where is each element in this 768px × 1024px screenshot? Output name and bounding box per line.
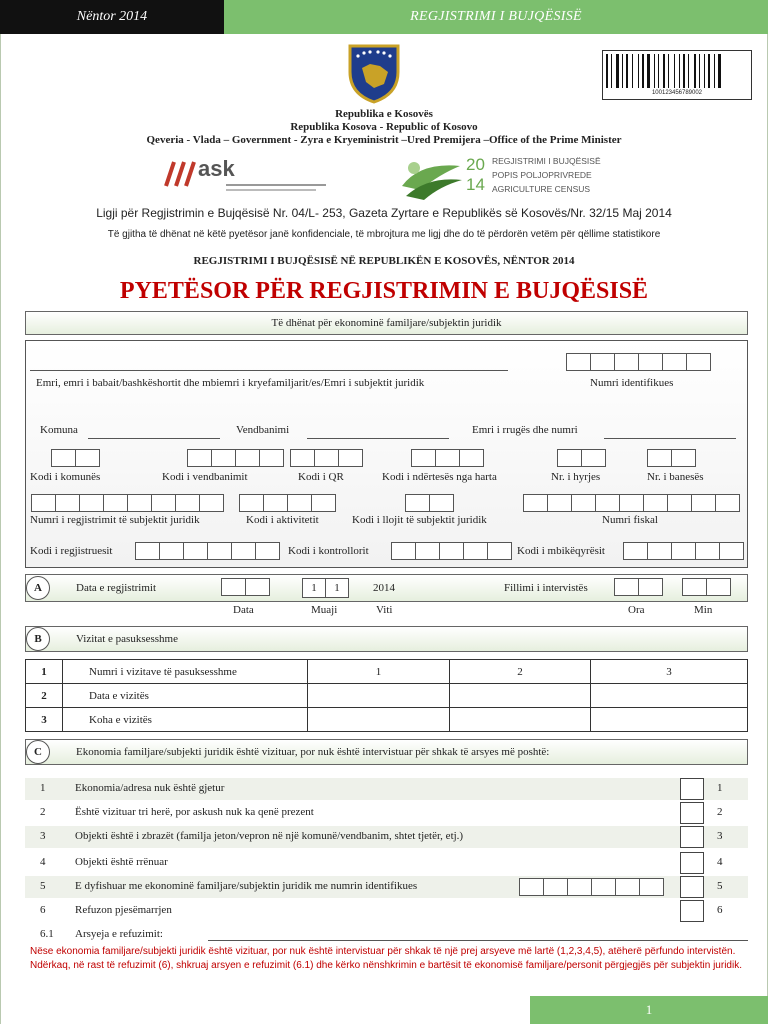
reason-checkbox[interactable]	[680, 900, 704, 922]
reason-code: 4	[717, 856, 723, 868]
date-day-field[interactable]	[222, 578, 270, 596]
reason-code: 5	[717, 880, 723, 892]
header-date: Nëntor 2014	[0, 0, 224, 34]
barcode-bar	[704, 54, 705, 88]
barcode-bar	[718, 54, 721, 88]
kodi-regjistruesit-label: Kodi i regjistruesit	[30, 545, 113, 557]
vendbanimi-label: Vendbanimi	[236, 424, 290, 436]
col-header-3: 3	[591, 660, 748, 684]
min-caption: Min	[694, 604, 713, 616]
kodi-qr-field[interactable]	[291, 449, 363, 467]
row-number: 3	[26, 708, 63, 732]
ask-mark-icon	[160, 158, 200, 188]
census-line3: AGRICULTURE CENSUS	[492, 184, 591, 194]
komuna-label: Komuna	[40, 424, 78, 436]
kodi-llojit-label: Kodi i llojit të subjektit juridik	[352, 514, 487, 526]
reason-code: 3	[717, 830, 723, 842]
start-minute-field[interactable]	[683, 578, 731, 596]
barcode-bar	[679, 54, 680, 88]
section-a-label: Data e regjistrimit	[76, 582, 157, 594]
reason-checkbox[interactable]	[680, 826, 704, 848]
barcode-bar	[647, 54, 650, 88]
reason-row-label: Refuzon pjesëmarrjen	[75, 904, 172, 916]
org-line2: Republika Kosova - Republic of Kosovo	[290, 121, 478, 133]
section-c-bar	[25, 739, 748, 765]
reason-row-number: 2	[40, 806, 46, 818]
org-line1: Republika e Kosovës	[335, 108, 433, 120]
row-number: 2	[26, 684, 63, 708]
data-caption: Data	[233, 604, 254, 616]
reason-row	[25, 876, 748, 898]
id-number-field[interactable]	[567, 353, 711, 371]
date-month-field[interactable]	[302, 578, 349, 598]
kodi-kontrollorit-field[interactable]	[392, 542, 512, 560]
kodi-llojit-field[interactable]	[406, 494, 454, 512]
barcode-bar	[638, 54, 639, 88]
barcode	[602, 50, 752, 100]
identification-panel	[25, 340, 748, 568]
ask-logo	[160, 156, 330, 198]
kodi-ndertese-field[interactable]	[412, 449, 484, 467]
subtitle: REGJISTRIMI I BUJQËSISË NË REPUBLIKËN E KOSOVËS, NËNTOR 2014	[193, 255, 575, 267]
reason-code: 2	[717, 806, 723, 818]
nr-banese-field[interactable]	[648, 449, 696, 467]
rruga-field[interactable]	[604, 438, 736, 439]
census-line2: POPIS POLJOPRIVREDE	[492, 170, 592, 180]
date-year: 2014	[373, 582, 395, 594]
nr-hyrjes-field[interactable]	[558, 449, 606, 467]
row-label: Numri i vizitave të pasuksesshme	[63, 660, 308, 684]
barcode-bar	[622, 54, 623, 88]
reason-field[interactable]	[208, 940, 748, 941]
visit-time-1[interactable]	[308, 708, 450, 732]
section-a-marker: A	[26, 576, 50, 600]
muaji-caption: Muaji	[311, 604, 338, 616]
kodi-vendbanimit-field[interactable]	[188, 449, 284, 467]
header-title: REGJISTRIMI I BUJQËSISË	[224, 0, 768, 34]
barcode-bar	[642, 54, 644, 88]
barcode-bar	[616, 54, 619, 88]
reason-checkbox[interactable]	[680, 778, 704, 800]
reason-checkbox[interactable]	[680, 852, 704, 874]
section-b-label: Vizitat e pasuksesshme	[76, 633, 178, 645]
reason-row-label: Ekonomia/adresa nuk është gjetur	[75, 782, 225, 794]
visit-date-2[interactable]	[450, 684, 591, 708]
nr-hyrjes-label: Nr. i hyrjes	[551, 471, 601, 483]
kodi-ndertese-label: Kodi i ndërtesës nga harta	[382, 471, 497, 483]
name-field[interactable]	[30, 370, 508, 371]
table-row	[26, 684, 748, 708]
census-line1: REGJISTRIMI I BUJQËSISË	[492, 156, 601, 166]
visit-time-3[interactable]	[591, 708, 748, 732]
kodi-mbikeqyresit-label: Kodi i mbikëqyrësit	[517, 545, 605, 557]
section-c-marker: C	[26, 740, 50, 764]
numri-fiskal-label: Numri fiskal	[602, 514, 658, 526]
barcode-number: 100123456789002	[651, 90, 703, 96]
ora-caption: Ora	[628, 604, 645, 616]
kodi-komunes-field[interactable]	[52, 449, 100, 467]
reason-code: 6	[717, 904, 723, 916]
census-year-bottom: 14	[466, 175, 485, 194]
kodi-komunes-label: Kodi i komunës	[30, 471, 101, 483]
reason-checkbox[interactable]	[680, 802, 704, 824]
row-label: Data e vizitës	[63, 684, 308, 708]
barcode-bar	[683, 54, 685, 88]
reason-label: Arsyeja e refuzimit:	[75, 928, 163, 940]
barcode-bar	[632, 54, 633, 88]
reason-row	[25, 826, 748, 848]
reason-number: 6.1	[40, 928, 54, 940]
kodi-qr-label: Kodi i QR	[298, 471, 344, 483]
id-label: Numri identifikues	[590, 377, 674, 389]
rruga-label: Emri i rrugës dhe numri	[472, 424, 578, 436]
month-digit-2: 1	[325, 578, 349, 598]
interview-start-label: Fillimi i intervistës	[504, 582, 588, 594]
barcode-bar	[708, 54, 710, 88]
field-icon	[400, 156, 464, 200]
visit-date-3[interactable]	[591, 684, 748, 708]
start-hour-field[interactable]	[615, 578, 663, 596]
komuna-field[interactable]	[88, 438, 220, 439]
barcode-bar	[626, 54, 628, 88]
month-digit-1: 1	[302, 578, 326, 598]
law-reference: Ligji për Regjistrimin e Bujqësisë Nr. 04/L- 253, Gazeta Zyrtare e Republikës së Kosovës/Nr. 32/15 Maj 2014	[96, 206, 672, 220]
ask-text: ask	[198, 156, 235, 181]
section-c-label: Ekonomia familjare/subjekti juridik është vizituar, por nuk është intervistuar për shkak të arsyes më poshtë:	[76, 746, 550, 758]
section-a-bar	[25, 574, 748, 602]
row-number: 1	[26, 660, 63, 684]
reason-row	[25, 778, 748, 800]
reason-checkbox[interactable]	[680, 876, 704, 898]
census-year-top: 20	[466, 155, 485, 174]
reason-row-number: 1	[40, 782, 46, 794]
nr-regjistrimit-field[interactable]	[32, 494, 224, 512]
reason-row-number: 5	[40, 880, 46, 892]
page-title: PYETËSOR PËR REGJISTRIMIN E BUJQËSISË	[119, 278, 649, 304]
census-logo	[400, 154, 610, 202]
reason-row	[25, 900, 748, 922]
barcode-bar	[658, 54, 659, 88]
kodi-vendbanimit-label: Kodi i vendbanimit	[162, 471, 248, 483]
barcode-bar	[606, 54, 608, 88]
numri-fiskal-field[interactable]	[524, 494, 740, 512]
reason-row	[25, 802, 748, 824]
barcode-bar	[688, 54, 689, 88]
confidential-note: Të gjitha të dhënat në këtë pyetësor janë konfidenciale, të mbrojtura me ligj dhe do të përdorën vetëm për qëllime statistikore	[107, 229, 661, 240]
reason-row-label: Objekti është i zbrazët (familja jeton/vepron në një komunë/vendbanim, shtet tjetër, etj.)	[75, 830, 464, 842]
name-label: Emri, emri i babait/bashkëshortit dhe mbiemri i kryefamiljarit/es/Emri i subjektit juridik	[36, 377, 425, 389]
barcode-bars-icon	[604, 54, 750, 90]
table-row	[26, 660, 748, 684]
reason-row-number: 6	[40, 904, 46, 916]
col-header-2: 2	[450, 660, 591, 684]
reason-row-label: Është vizituar tri herë, por askush nuk ka qenë prezent	[75, 806, 314, 818]
section-b-bar	[25, 626, 748, 652]
barcode-bar	[611, 54, 612, 88]
barcode-bar	[714, 54, 715, 88]
barcode-bar	[674, 54, 675, 88]
kodi-aktivitetit-label: Kodi i aktivitetit	[246, 514, 319, 526]
kodi-aktivitetit-field[interactable]	[240, 494, 336, 512]
vendbanimi-field[interactable]	[307, 438, 449, 439]
page-number: 1	[530, 996, 768, 1024]
table-row	[26, 708, 748, 732]
col-header-1: 1	[308, 660, 450, 684]
barcode-bar	[694, 54, 696, 88]
viti-caption: Viti	[376, 604, 393, 616]
barcode-bar	[699, 54, 700, 88]
reason-row-label: Objekti është rrënuar	[75, 856, 168, 868]
visit-time-2[interactable]	[450, 708, 591, 732]
duplicate-id-field[interactable]	[520, 878, 664, 896]
kodi-mbikeqyresit-field[interactable]	[624, 542, 744, 560]
reason-code: 1	[717, 782, 723, 794]
org-line3: Qeveria - Vlada – Government - Zyra e Kryeministrit –Ured Premijera –Office of the Prime Minister	[146, 134, 622, 146]
reason-row-number: 3	[40, 830, 46, 842]
instruction-note: Nëse ekonomia familjare/subjekti juridik është vizituar, por nuk është intervistuar për shkak të një prej arsyeve më lartë (1,2,3,4,5), atëherë përfundo intervistën. Ndërkaq, në rast të refuzimit (6), shkruaj arsyen e refuzimit (6.1) dhe kërko nënshkrimin e bartësit të ekonomisë familjare/personit përgjegjës për subjektin juridik.	[30, 946, 742, 971]
reason-row-number: 4	[40, 856, 46, 868]
barcode-bar	[654, 54, 655, 88]
nr-banese-label: Nr. i banesës	[647, 471, 704, 483]
barcode-bar	[663, 54, 665, 88]
nr-regjistrimit-label: Numri i regjistrimit të subjektit juridik	[30, 514, 200, 526]
reason-row	[25, 852, 748, 874]
barcode-bar	[668, 54, 669, 88]
coat-of-arms-icon	[346, 42, 402, 104]
kodi-regjistruesit-field[interactable]	[136, 542, 280, 560]
row-label: Koha e vizitës	[63, 708, 308, 732]
section-b-marker: B	[26, 627, 50, 651]
reason-row-label: E dyfishuar me ekonominë familjare/subjektin juridik me numrin identifikues	[75, 880, 418, 892]
section-data-header: Të dhënat për ekonominë familjare/subjektin juridik	[25, 311, 748, 335]
visits-table	[25, 659, 748, 732]
kodi-kontrollorit-label: Kodi i kontrollorit	[288, 545, 369, 557]
visit-date-1[interactable]	[308, 684, 450, 708]
